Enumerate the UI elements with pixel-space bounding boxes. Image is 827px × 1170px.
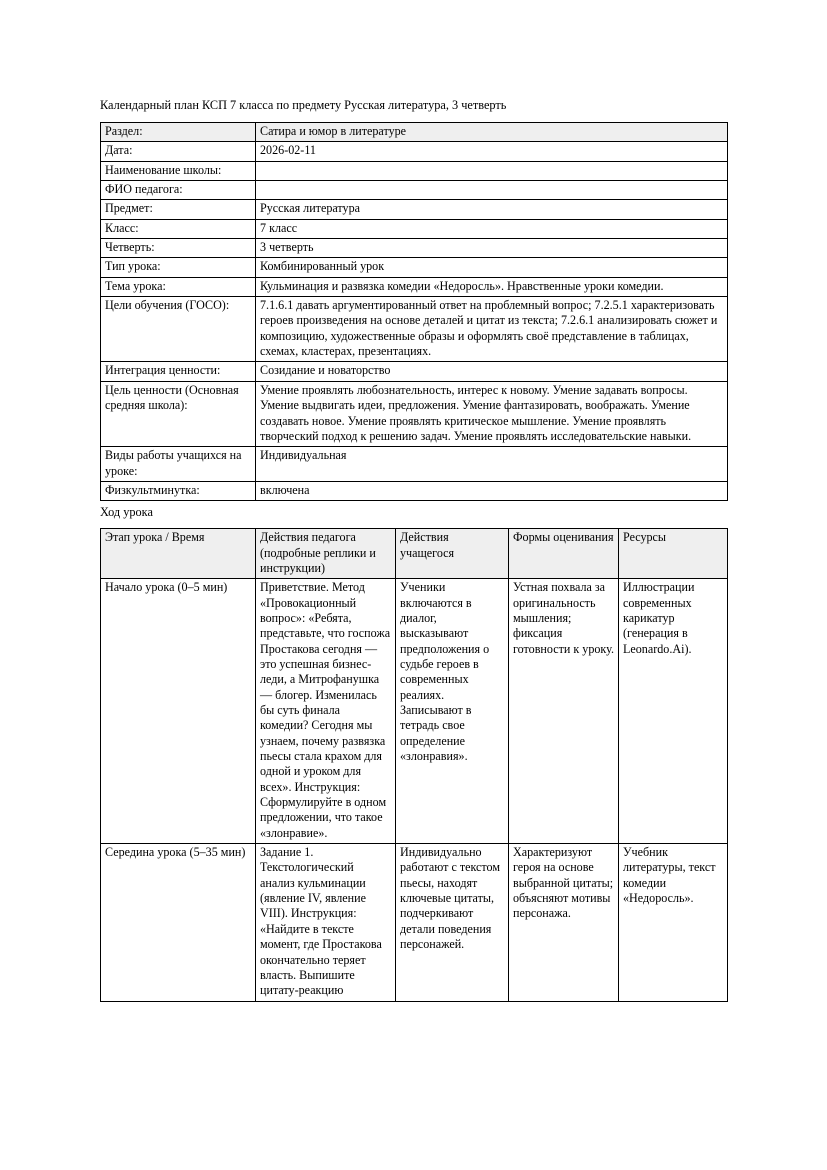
info-value-cell: Индивидуальная — [256, 447, 728, 482]
table-row — [101, 381, 728, 446]
table-row — [101, 258, 728, 277]
info-value-cell: Комбинированный урок — [256, 258, 728, 277]
table-row — [101, 277, 728, 296]
info-value-cell: 2026-02-11 — [256, 142, 728, 161]
flow-teacher-cell: Приветствие. Метод «Провокационный вопрос»: «Ребята, представьте, что госпожа Простакова сегодня — это успешная бизнес-леди, а Митрофанушка — блогер. Изменилась бы суть финала комедии? Сегодня мы узнаем, почему развязка пьесы стала крахом для одной и уроком для всех». Инструкция: Сформулируйте в одном предложении, что такое «злонравие». — [256, 579, 396, 844]
lesson-flow-table — [100, 528, 728, 1001]
info-label-cell: Цели обучения (ГОСО): — [101, 297, 256, 362]
table-row — [101, 181, 728, 200]
info-label-cell: Наименование школы: — [101, 161, 256, 180]
flow-stage-cell: Начало урока (0–5 мин) — [101, 579, 256, 844]
table-header-row — [101, 529, 728, 579]
flow-stage-cell: Середина урока (5–35 мин) — [101, 844, 256, 1001]
info-label-cell: Физкультминутка: — [101, 481, 256, 500]
table-row — [101, 844, 728, 1001]
info-label-cell: Виды работы учащихся на уроке: — [101, 447, 256, 482]
lesson-flow-body — [101, 579, 728, 1001]
info-label-cell: Раздел: — [101, 123, 256, 142]
info-label-cell: Тип урока: — [101, 258, 256, 277]
info-value-cell: Умение проявлять любознательность, интерес к новому. Умение задавать вопросы. Умение выдвигать идеи, предложения. Умение фантазировать, воображать. Умение создавать новое. Умение проявлять критическое мышление. Умение проявлять творческий подход к решению задач. Умение проявлять исследовательские навыки. — [256, 381, 728, 446]
info-value-cell: Русская литература — [256, 200, 728, 219]
table-row — [101, 481, 728, 500]
flow-header-cell: Этап урока / Время — [101, 529, 256, 579]
flow-header-cell: Ресурсы — [619, 529, 728, 579]
flow-header-cell: Формы оценивания — [509, 529, 619, 579]
info-label-cell: Четверть: — [101, 239, 256, 258]
flow-teacher-cell: Задание 1. Текстологический анализ кульминации (явление IV, явление VIII). Инструкция: «Найдите в тексте момент, где Простакова окончательно теряет власть. Выпишите цитату-реакцию — [256, 844, 396, 1001]
table-row — [101, 219, 728, 238]
table-row — [101, 142, 728, 161]
info-label-cell: Интеграция ценности: — [101, 362, 256, 381]
page-title: Календарный план КСП 7 класса по предмету Русская литература, 3 четверть — [100, 98, 507, 112]
flow-assessment-cell: Устная похвала за оригинальность мышления; фиксация готовности к уроку. — [509, 579, 619, 844]
info-label-cell: Цель ценности (Основная средняя школа): — [101, 381, 256, 446]
table-row — [101, 239, 728, 258]
lesson-info-body — [101, 123, 728, 501]
info-value-cell — [256, 181, 728, 200]
lesson-info-table — [100, 122, 728, 501]
flow-student-cell: Индивидуально работают с текстом пьесы, находят ключевые цитаты, подчеркивают детали поведения персонажей. — [396, 844, 509, 1001]
info-label-cell: ФИО педагога: — [101, 181, 256, 200]
info-value-cell: 3 четверть — [256, 239, 728, 258]
info-value-cell: включена — [256, 481, 728, 500]
info-label-cell: Тема урока: — [101, 277, 256, 296]
table-row — [101, 297, 728, 362]
table-row — [101, 447, 728, 482]
flow-student-cell: Ученики включаются в диалог, высказывают предположения о судьбе героев в современных реалиях. Записывают в тетрадь свое определение «злонравия». — [396, 579, 509, 844]
info-label-cell: Класс: — [101, 219, 256, 238]
table-row — [101, 362, 728, 381]
table-row — [101, 123, 728, 142]
lesson-flow-heading: Ход урока — [100, 505, 153, 520]
lesson-flow-header — [101, 529, 728, 579]
table-row — [101, 200, 728, 219]
info-value-cell: Сатира и юмор в литературе — [256, 123, 728, 142]
info-value-cell: Кульминация и развязка комедии «Недоросль». Нравственные уроки комедии. — [256, 277, 728, 296]
flow-header-cell: Действия учащегося — [396, 529, 509, 579]
info-value-cell: 7 класс — [256, 219, 728, 238]
flow-resources-cell: Иллюстрации современных карикатур (генерация в Leonardo.Ai). — [619, 579, 728, 844]
table-row — [101, 579, 728, 844]
info-label-cell: Предмет: — [101, 200, 256, 219]
info-value-cell — [256, 161, 728, 180]
flow-assessment-cell: Характеризуют героя на основе выбранной цитаты; объясняют мотивы персонажа. — [509, 844, 619, 1001]
flow-resources-cell: Учебник литературы, текст комедии «Недоросль». — [619, 844, 728, 1001]
info-label-cell: Дата: — [101, 142, 256, 161]
table-row — [101, 161, 728, 180]
info-value-cell: 7.1.6.1 давать аргументированный ответ на проблемный вопрос; 7.2.5.1 характеризовать героев произведения на основе деталей и цитат из текста; 7.2.6.1 анализировать сюжет и композицию, художественные образы и оформлять своё представление в таблицах, схемах, кластерах, презентациях. — [256, 297, 728, 362]
info-value-cell: Созидание и новаторство — [256, 362, 728, 381]
flow-header-cell: Действия педагога (подробные реплики и инструкции) — [256, 529, 396, 579]
